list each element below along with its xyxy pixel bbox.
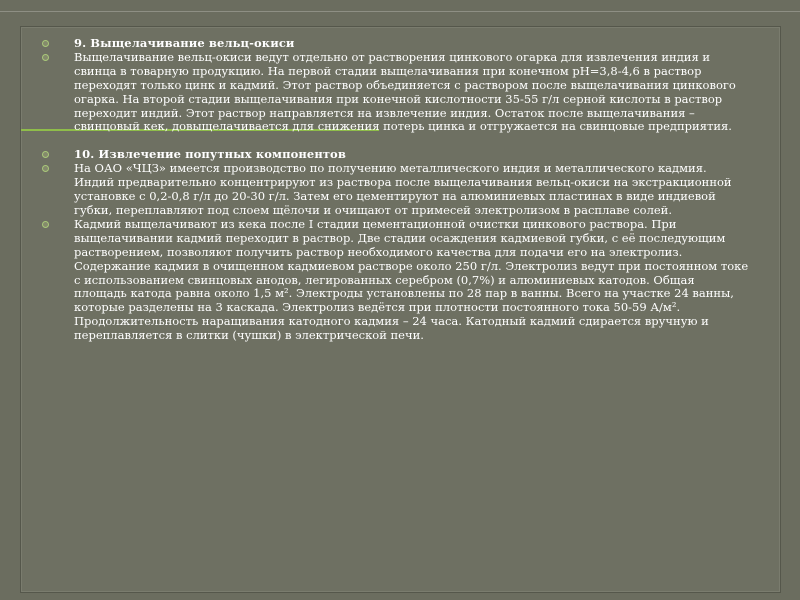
section-9-body-row [38,51,750,134]
section-9-body: Выщелачивание вельц-окиси ведут отдельно от растворения цинкового огарка для извлечения индия и свинца в товарную продукцию. На первой стадии выщелачивания при конечном pH=3,8-4,6 в раствор переходят только цинк и кадмий. Этот раствор объединяется с раствором после выщелачивания цинкового огарка. На второй стадии выщелачивания при конечной кислотности 35-55 г/л серной кислоты в раствор переходит индий. Этот раствор направляется на извлечение индия. Остаток после выщелачивания – свинцовый кек, довыщелачивается для снижения потерь цинка и отгружается на свинцовые предприятия. [74,49,736,134]
top-rule [0,11,800,12]
bullet-icon [42,40,49,47]
section-10-heading: 10. Извлечение попутных компонентов [74,147,346,162]
section-10-p1-row [38,162,750,218]
bullet-icon [42,221,49,228]
section-9-heading-row [38,37,750,51]
section-10-heading-row [38,148,750,162]
section-10-p2-row [38,218,750,343]
section-10-p1-line2: Индий предварительно концентрируют из раствора после выщелачивания вельц-окиси на экстракционной установке с 0,2-0,8 г/л до 20-30 г/л. Затем его цементируют на алюминиевых пластинах в виде индиевой губки, переплавляют под слоем щёлочи и очищают от примесей электролизом в расплаве солей. [74,175,732,217]
bullet-icon [42,151,49,158]
section-9-heading: 9. Выщелачивание вельц-окиси [74,36,295,50]
bullet-icon [42,54,49,61]
bullet-icon [42,165,49,172]
slide-content [38,37,750,343]
section-10-p2: Кадмий выщелачивают из кека после I стадии цементационной очистки цинкового раствора. При выщелачивании кадмий переходит в раствор. Две стадии осаждения кадмиевой губки, с её последующим растворением, позволяют получить раствор необходимого качества для подачи его на электролиз. Содержание кадмия в очищенном кадмиевом растворе около 250 г/л. Электролиз ведут при постоянном токе с использованием свинцовых анодов, легированных серебром (0,7%) и алюминиевых катодов. Общая площадь катода равна около 1,5 м². Электроды установлены по 28 пар в ванны. Всего на участке 24 ванны, которые разделены на 3 каскада. Электролиз ведётся при плотности постоянного тока 50-59 А/м². Продолжительность наращивания катодного кадмия – 24 часа. Катодный кадмий сдирается вручную и переплавляется в слитки (чушки) в электрической печи. [74,216,749,343]
section-10-p1-line1: На ОАО «ЧЦЗ» имеется производство по получению металлического индия и металлического кадмия. [74,161,707,176]
paragraph-spacer [38,134,750,148]
